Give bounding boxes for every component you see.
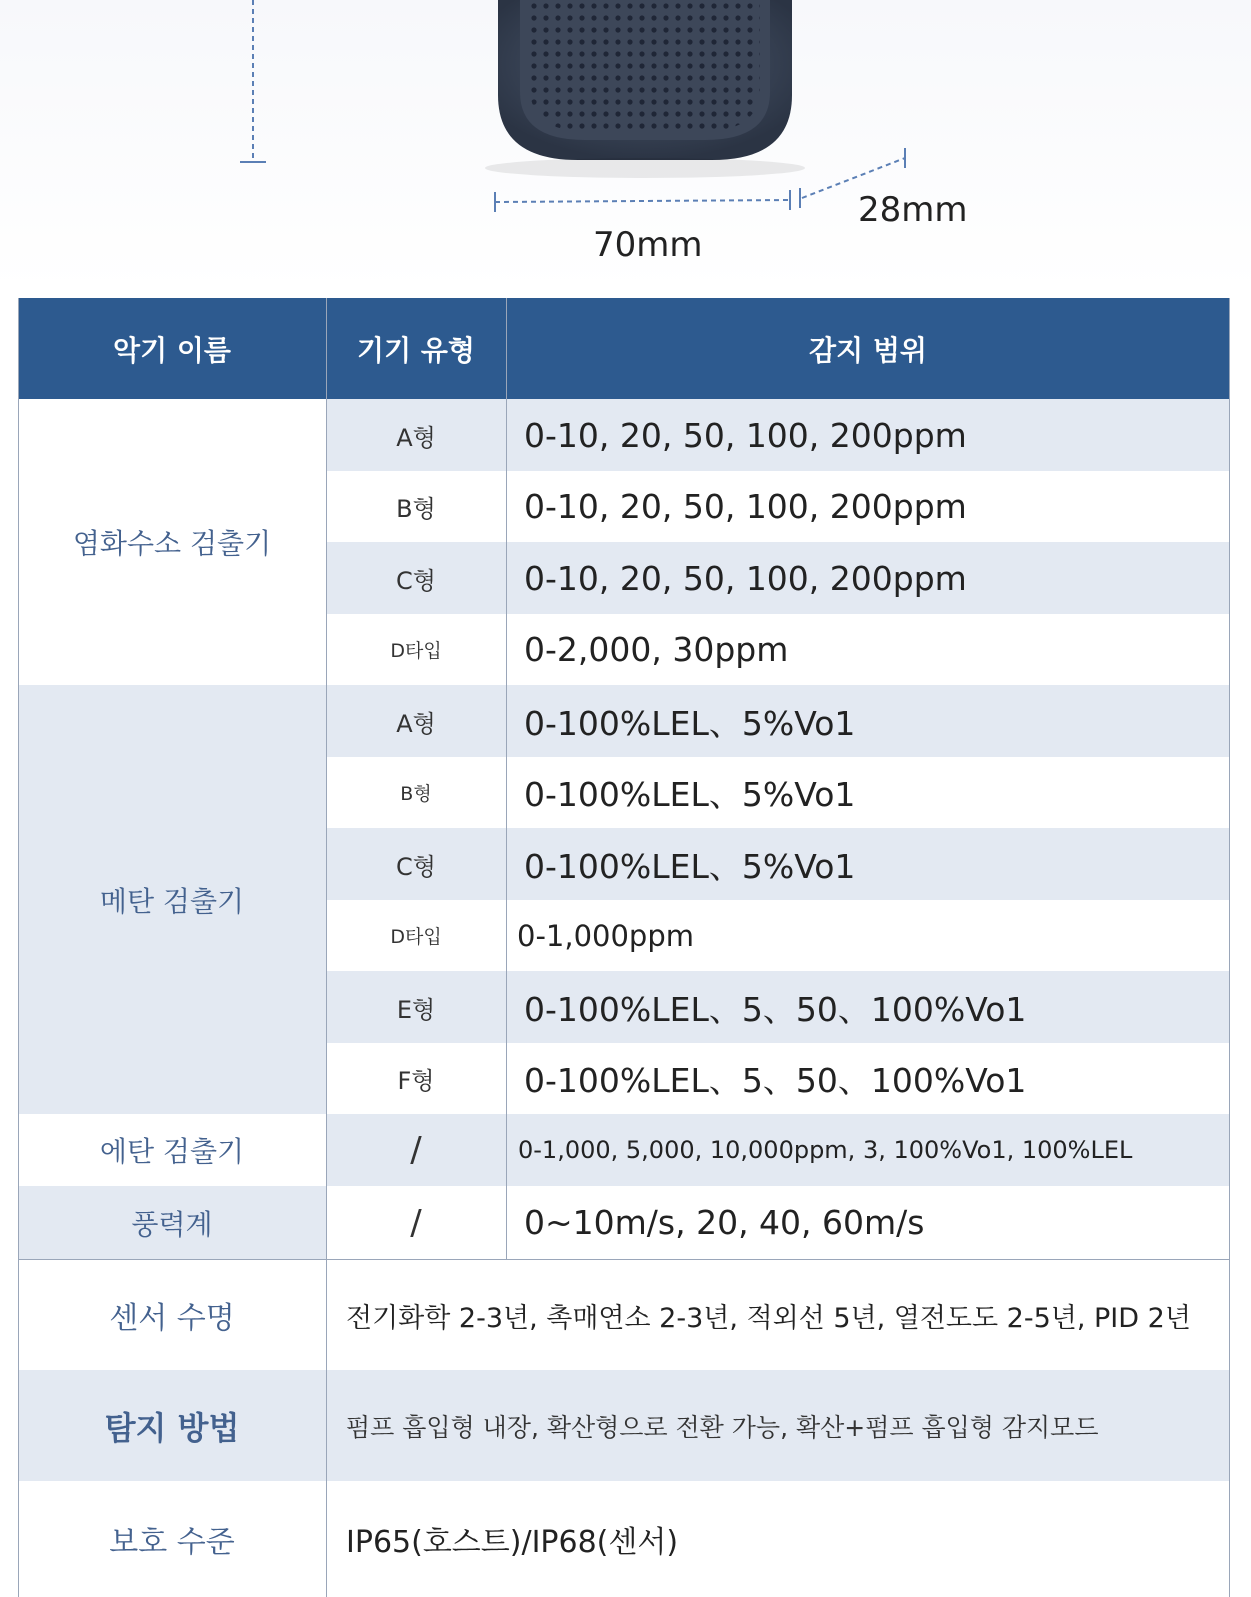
table-row-range: 0-1,000ppm [506,900,1230,971]
table-row-range: 0-2,000, 30ppm [506,614,1230,685]
header-device-type: 기기 유형 [326,298,506,399]
table-row-type: C형 [326,828,506,900]
property-name-detection-method: 탐지 방법 [18,1370,326,1481]
product-image-area [0,0,1251,290]
property-value-protection-level: IP65(호스트)/IP68(센서) [326,1481,1230,1597]
table-row-type: B형 [326,757,506,828]
table-row-range: 0-10, 20, 50, 100, 200ppm [506,542,1230,614]
table-row-type: D타입 [326,614,506,685]
depth-dimension-label: 28mm [858,190,968,230]
property-name-sensor-life: 센서 수명 [18,1260,326,1370]
table-row-type: E형 [326,971,506,1043]
table-border-left [18,298,19,1597]
group-name-ethane-detector: 에탄 검출기 [18,1114,326,1186]
table-row-range: 0-10, 20, 50, 100, 200ppm [506,471,1230,542]
table-row-range: 0-10, 20, 50, 100, 200ppm [506,399,1230,471]
table-divider-properties [18,1259,1230,1260]
property-name-protection-level: 보호 수준 [18,1481,326,1597]
table-border-right [1229,298,1230,1597]
table-row-type: D타입 [326,900,506,971]
property-value-detection-method: 펌프 흡입형 내장, 확산형으로 전환 가능, 확산+펌프 흡입형 감지모드 [326,1370,1230,1481]
table-row-type: F형 [326,1043,506,1114]
table-row-range: 0-100%LEL、5、50、100%Vo1 [506,971,1230,1043]
table-row-range: 0~10m/s, 20, 40, 60m/s [506,1186,1230,1259]
group-name-methane-detector: 메탄 검출기 [18,685,326,1114]
table-row-type: C형 [326,542,506,614]
table-row-type: / [326,1186,506,1259]
table-row-type: A형 [326,399,506,471]
table-row-range: 0-100%LEL、5%Vo1 [506,685,1230,757]
property-value-sensor-life: 전기화학 2-3년, 촉매연소 2-3년, 적외선 5년, 열전도도 2-5년, PID 2년 [326,1260,1230,1370]
table-row-type: / [326,1114,506,1186]
table-row-type: A형 [326,685,506,757]
table-row-type: B형 [326,471,506,542]
table-row-range: 0-100%LEL、5、50、100%Vo1 [506,1043,1230,1114]
table-divider-col1 [326,298,327,1597]
header-instrument-name: 악기 이름 [18,298,326,399]
table-row-range: 0-100%LEL、5%Vo1 [506,757,1230,828]
table-divider-col2 [506,298,507,1260]
width-dimension-label: 70mm [593,225,703,265]
table-row-range: 0-1,000, 5,000, 10,000ppm, 3, 100%Vo1, 100%LEL [506,1114,1230,1186]
header-detection-range: 감지 범위 [506,298,1230,399]
group-name-hcl-detector: 염화수소 검출기 [18,399,326,685]
group-name-anemometer: 풍력계 [18,1186,326,1259]
table-row-range: 0-100%LEL、5%Vo1 [506,828,1230,900]
